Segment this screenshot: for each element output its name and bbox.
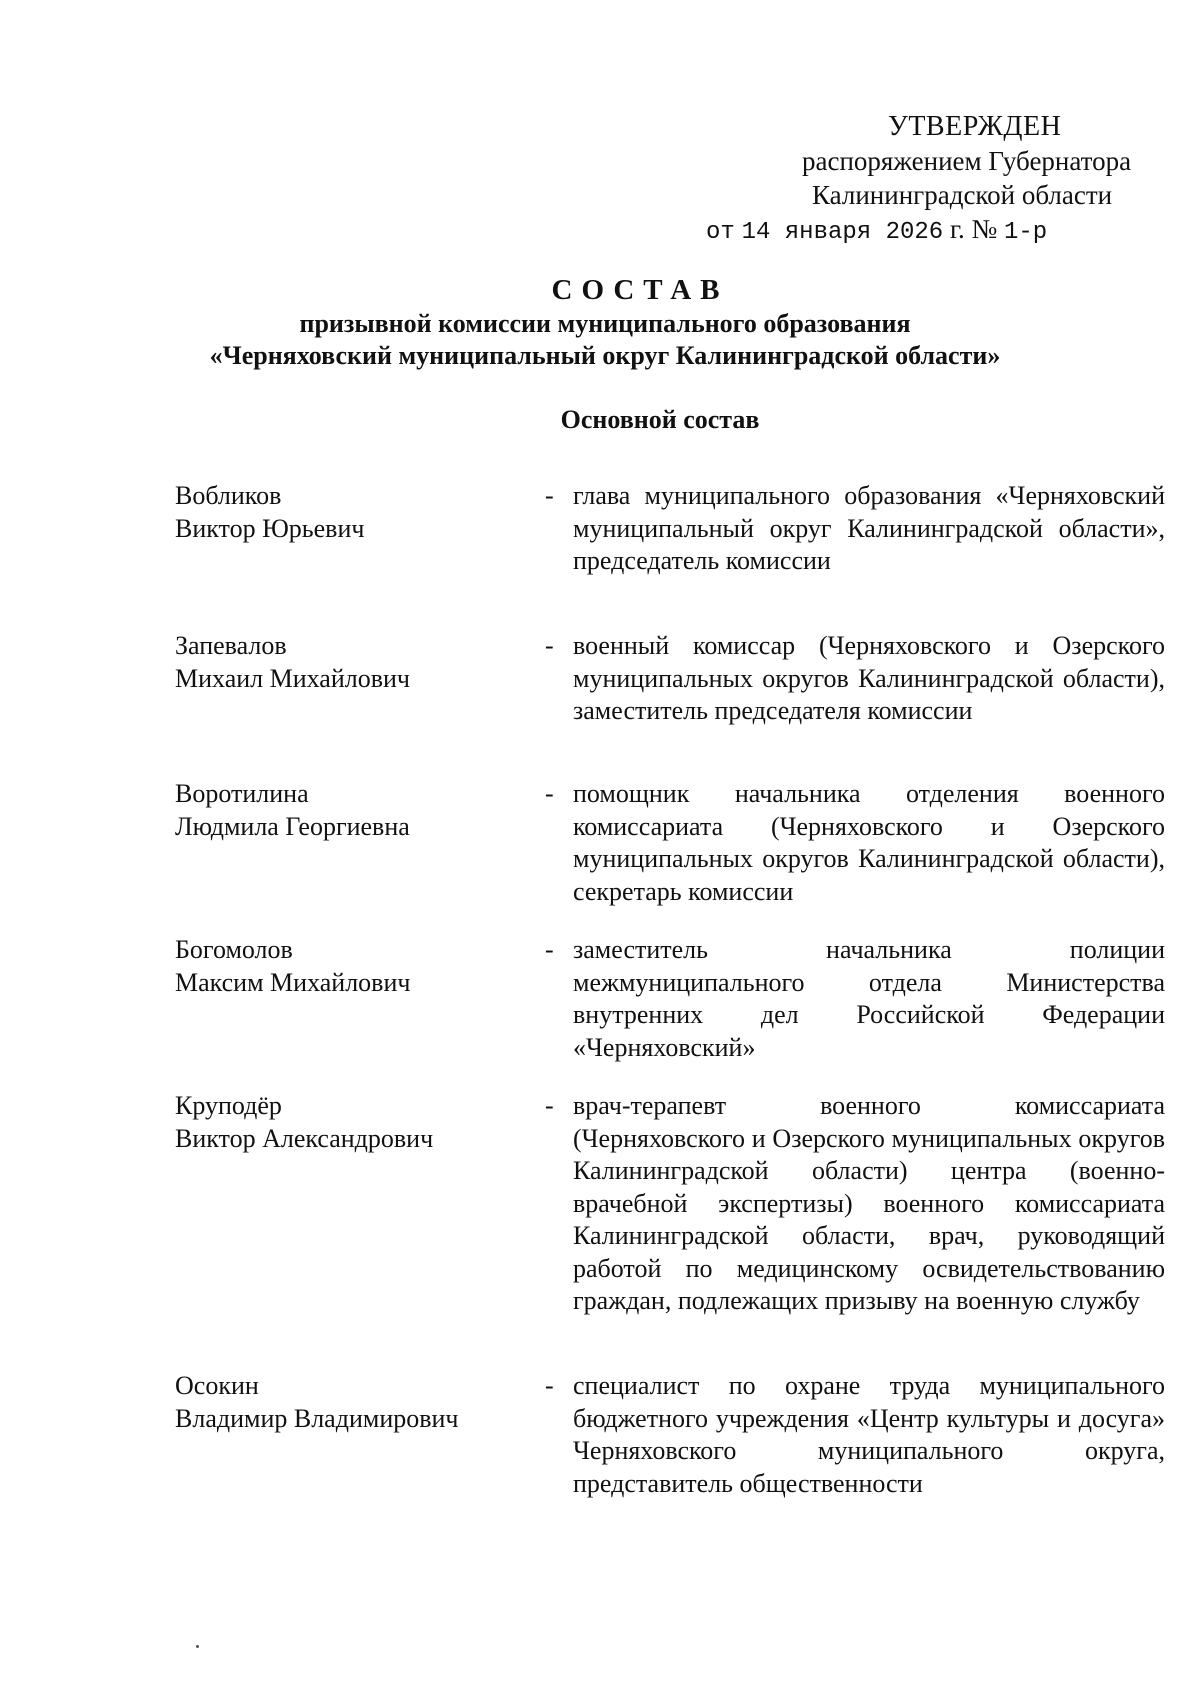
member-surname: Осокин: [175, 1371, 259, 1400]
member-name: [175, 1370, 535, 1435]
member-given-name: Людмила Георгиевна: [175, 811, 410, 841]
member-dash: -: [545, 779, 554, 808]
document-subtitle-line-2: «Черняховский муниципальный округ Калининградской области»: [209, 341, 1001, 370]
approval-date-value: 14 января 2026: [741, 219, 944, 246]
member-role: специалист по охране труда муниципального бюджетного учреждения «Центр культуры и досуга» Черняховского муниципального округа, представитель общественности: [573, 1371, 1165, 1498]
member-given-name: Михаил Михайлович: [175, 663, 411, 693]
member-surname: Богомолов: [175, 935, 293, 964]
member-given-name: Максим Михайлович: [175, 967, 411, 997]
member-name: [175, 778, 535, 843]
member-name: [175, 630, 535, 695]
member-role: военный комиссар (Черняховского и Озерского муниципальных округов Калининградской области), заместитель председателя комиссии: [573, 631, 1165, 725]
member-surname: Вобликов: [175, 481, 282, 510]
member-role: врач-терапевт военного комиссариата (Черняховского и Озерского муниципальных округов Калининградской области) центра (военно-врачебной экспертизы) военного комиссариата Калининградской области, врач, руководящий работой по медицинскому освидетельствованию граждан, подлежащих призыву на военную службу: [573, 1091, 1165, 1315]
member-surname: Запевалов: [175, 631, 287, 660]
member-given-name: Виктор Юрьевич: [175, 513, 365, 543]
member-surname: Круподёр: [175, 1091, 282, 1120]
approval-line-2: Калининградской области: [812, 180, 1113, 210]
member-dash: -: [545, 1371, 554, 1400]
member-given-name: Владимир Владимирович: [175, 1403, 459, 1433]
approval-title: УТВЕРЖДЕН: [888, 111, 1062, 142]
member-dash: -: [545, 1091, 554, 1120]
document-subtitle-line-1: призывной комиссии муниципального образования: [299, 309, 911, 338]
approval-date-line: [706, 212, 1047, 250]
member-dash: -: [545, 631, 554, 660]
member-role: заместитель начальника полиции межмуниципального отдела Министерства внутренних дел Российской Федерации «Черняховский»: [573, 935, 1165, 1062]
approval-date-prefix: от: [706, 219, 735, 246]
section-title: Основной состав: [560, 405, 760, 434]
member-role: глава муниципального образования «Черняховский муниципальный округ Калининградской области», председатель комиссии: [573, 481, 1165, 575]
member-dash: -: [545, 935, 554, 964]
member-role: помощник начальника отделения военного комиссариата (Черняховского и Озерского муниципальных округов Калининградской области), секретарь комиссии: [573, 779, 1165, 906]
member-name: [175, 480, 535, 545]
approval-line-1: распоряжением Губернатора: [802, 146, 1132, 176]
scan-speck: [196, 1645, 199, 1648]
document-heading: [0, 272, 1200, 372]
member-name: [175, 934, 535, 999]
member-given-name: Виктор Александрович: [175, 1123, 434, 1153]
approval-date-suffix: г. №: [949, 214, 998, 244]
member-name: [175, 1090, 535, 1155]
document-title: СОСТАВ: [551, 274, 729, 306]
member-surname: Воротилина: [175, 779, 309, 808]
member-dash: -: [545, 481, 554, 510]
approval-number: 1-р: [1004, 219, 1048, 246]
